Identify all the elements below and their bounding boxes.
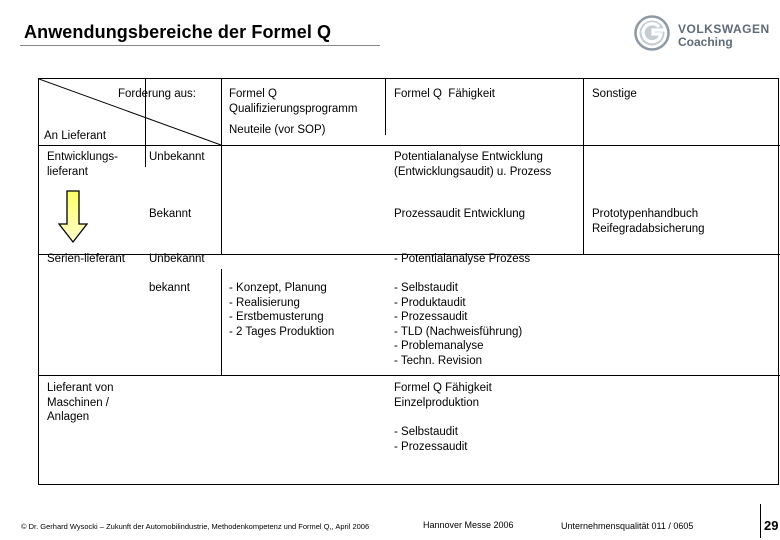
grid-line xyxy=(39,375,780,376)
grid-line xyxy=(583,79,584,254)
brand-name: VOLKSWAGEN xyxy=(678,22,770,36)
footer-event: Hannover Messe 2006 xyxy=(423,520,514,530)
cell-potentialanalyse-prozess: - Potentialanalyse Prozess xyxy=(394,253,531,265)
label-serienlieferant: Serien-lieferant xyxy=(47,253,125,265)
header-sonstige: Sonstige xyxy=(592,88,637,100)
cell-unbekannt-2: Unbekannt xyxy=(149,253,205,265)
cell-potentialanalyse-entwicklung: Potentialanalyse Entwicklung (Entwicklungsaudit) u. Prozess xyxy=(394,151,552,178)
cell-einzelproduktion: Formel Q Fähigkeit Einzelproduktion xyxy=(394,382,492,409)
cell-selbstaudit-list-2: - Selbstaudit - Prozessaudit xyxy=(394,426,468,453)
cell-prototypenhandbuch: Prototypenhandbuch Reifegradabsicherung xyxy=(592,208,705,235)
footer-divider xyxy=(760,504,761,538)
grid-line xyxy=(385,79,386,135)
cell-prozessaudit-entwicklung: Prozessaudit Entwicklung xyxy=(394,208,526,220)
header-neuteile: Neuteile (vor SOP) xyxy=(229,124,326,136)
header-formel-q-faehigkeit: Formel Q Fähigkeit xyxy=(394,88,495,100)
label-entwicklungslieferant: Entwicklungs- lieferant xyxy=(47,151,118,178)
cell-konzept-list: - Konzept, Planung - Realisierung - Erstbemusterung - 2 Tages Produktion xyxy=(229,282,335,338)
grid-line xyxy=(221,269,222,375)
cell-bekannt-1: Bekannt xyxy=(149,208,192,220)
label-maschinen-lieferant: Lieferant von Maschinen / Anlagen xyxy=(47,382,114,423)
header-forderung: Forderung aus: xyxy=(118,88,196,100)
page-number: 29 xyxy=(764,518,779,533)
page-title: Anwendungsbereiche der Formel Q xyxy=(24,22,332,42)
cell-unbekannt-1: Unbekannt xyxy=(149,151,205,163)
cell-bekannt-2: bekannt xyxy=(149,282,190,294)
down-arrow-icon xyxy=(58,190,88,244)
brand-subname: Coaching xyxy=(678,35,733,49)
vw-coaching-logo-icon xyxy=(634,15,672,51)
footer-copyright: © Dr. Gerhard Wysocki – Zukunft der Automobilindustrie, Methodenkompetenz und Formel Q,, April 2006 xyxy=(21,522,370,531)
header-lieferant: An Lieferant xyxy=(44,130,107,142)
footer-course: Unternehmensqualität 011 / 0605 xyxy=(561,521,694,531)
title-underline xyxy=(20,45,380,46)
cell-selbstaudit-list-1: - Selbstaudit - Produktaudit - Prozessaudit - TLD (Nachweisführung) - Problemanalyse - Techn. Revision xyxy=(394,282,523,367)
header-formel-q-programm: Formel Q Qualifizierungsprogramm xyxy=(229,88,358,115)
